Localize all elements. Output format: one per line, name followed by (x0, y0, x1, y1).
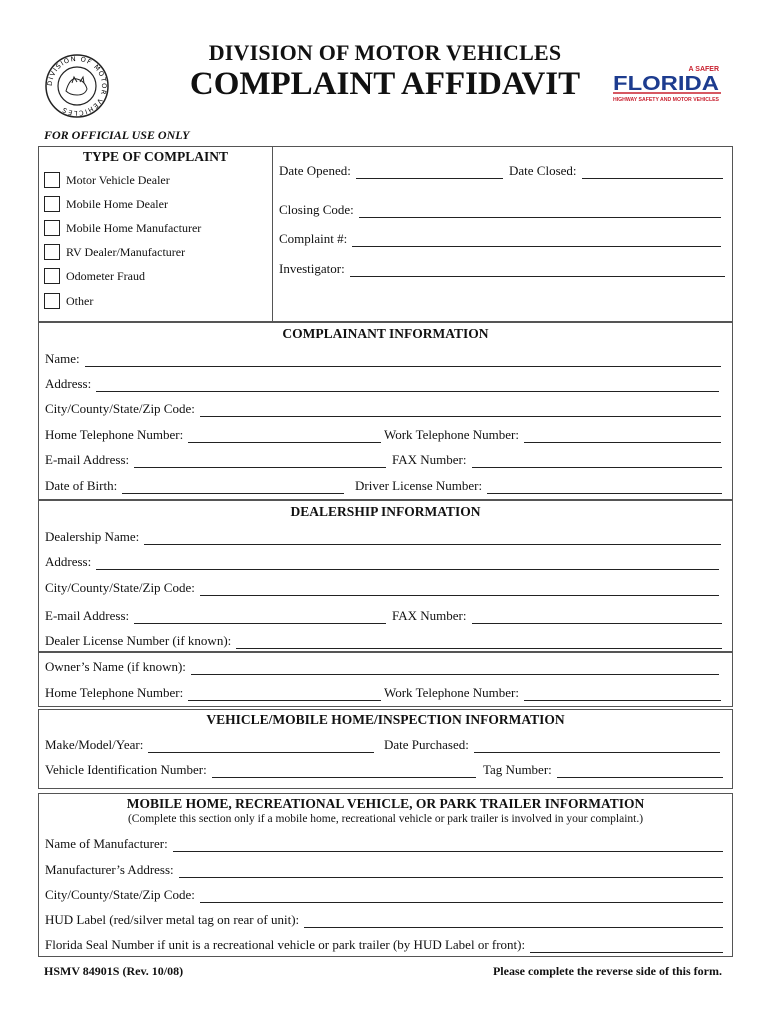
dob-field[interactable]: Date of Birth: (45, 478, 344, 494)
checkbox[interactable] (44, 293, 60, 309)
dealer-city-field[interactable]: City/County/State/Zip Code: (45, 580, 719, 596)
dealership-section (38, 500, 733, 652)
type-of-complaint-section (38, 146, 733, 322)
division-title: DIVISION OF MOTOR VEHICLES (208, 40, 562, 65)
date-purchased-field[interactable]: Date Purchased: (384, 737, 720, 753)
vehicle-section (38, 709, 733, 789)
dealer-license-field[interactable]: Dealer License Number (if known): (45, 633, 722, 649)
driver-license-field[interactable]: Driver License Number: (355, 478, 722, 494)
manufacturer-city-field[interactable]: City/County/State/Zip Code: (45, 887, 723, 903)
complaint-option[interactable]: Other (44, 293, 93, 309)
complaint-option[interactable]: Mobile Home Manufacturer (44, 220, 201, 236)
investigator-field[interactable]: Investigator: (279, 261, 725, 277)
city-field[interactable]: City/County/State/Zip Code: (45, 401, 721, 417)
complaint-type-title: TYPE OF COMPLAINT (83, 149, 228, 164)
hud-label-field[interactable]: HUD Label (red/silver metal tag on rear of unit): (45, 912, 723, 928)
email-field[interactable]: E-mail Address: (45, 452, 386, 468)
form-title: COMPLAINT AFFIDAVIT (189, 66, 581, 102)
complaint-option[interactable]: RV Dealer/Manufacturer (44, 244, 185, 260)
owner-name-field[interactable]: Owner’s Name (if known): (45, 659, 719, 675)
manufacturer-name-field[interactable]: Name of Manufacturer: (45, 836, 723, 852)
checkbox[interactable] (44, 220, 60, 236)
seal-text: DIVISION OF MOTOR VEHICLES (45, 54, 109, 118)
make-model-year-field[interactable]: Make/Model/Year: (45, 737, 374, 753)
fax-field[interactable]: FAX Number: (392, 452, 722, 468)
manufacturer-address-field[interactable]: Manufacturer’s Address: (45, 862, 723, 878)
complainant-title: COMPLAINANT INFORMATION (282, 326, 489, 341)
checkbox[interactable] (44, 268, 60, 284)
date-opened-field[interactable]: Date Opened: (279, 163, 503, 179)
complaint-option[interactable]: Odometer Fraud (44, 268, 145, 284)
logo-tagline: A SAFER (688, 66, 719, 73)
mobile-home-title: MOBILE HOME, RECREATIONAL VEHICLE, OR PARK TRAILER INFORMATION (126, 796, 645, 811)
dealer-fax-field[interactable]: FAX Number: (392, 608, 722, 624)
tag-number-field[interactable]: Tag Number: (483, 762, 723, 778)
complaint-option[interactable]: Mobile Home Dealer (44, 196, 168, 212)
mobile-home-note: (Complete this section only if a mobile home, recreational vehicle or park trailer is involved in your complaint.) (127, 813, 644, 825)
owner-work-phone-field[interactable]: Work Telephone Number: (384, 685, 721, 701)
complainant-section (38, 322, 733, 500)
work-phone-field[interactable]: Work Telephone Number: (384, 427, 721, 443)
address-field[interactable]: Address: (45, 376, 719, 392)
divider (272, 147, 273, 321)
reverse-side-note: Please complete the reverse side of this form. (492, 964, 722, 978)
dealer-address-field[interactable]: Address: (45, 554, 719, 570)
official-use-label: FOR OFFICIAL USE ONLY (44, 128, 190, 142)
checkbox[interactable] (44, 172, 60, 188)
florida-seal-field[interactable]: Florida Seal Number if unit is a recreational vehicle or park trailer (by HUD Label or front): (45, 937, 723, 953)
owner-home-phone-field[interactable]: Home Telephone Number: (45, 685, 381, 701)
dealership-name-field[interactable]: Dealership Name: (45, 529, 721, 545)
logo-word: FLORIDA (613, 73, 719, 95)
owner-section (38, 652, 733, 707)
florida-logo (611, 62, 723, 108)
form-number: HSMV 84901S (Rev. 10/08) (44, 964, 184, 978)
complaint-number-field[interactable]: Complaint #: (279, 231, 721, 247)
dealership-title: DEALERSHIP INFORMATION (290, 504, 481, 519)
name-field[interactable]: Name: (45, 351, 721, 367)
date-closed-field[interactable]: Date Closed: (509, 163, 723, 179)
checkbox[interactable] (44, 244, 60, 260)
closing-code-field[interactable]: Closing Code: (279, 202, 721, 218)
checkbox[interactable] (44, 196, 60, 212)
complaint-option[interactable]: Motor Vehicle Dealer (44, 172, 170, 188)
dealer-email-field[interactable]: E-mail Address: (45, 608, 386, 624)
vehicle-title: VEHICLE/MOBILE HOME/INSPECTION INFORMATION (206, 712, 565, 727)
home-phone-field[interactable]: Home Telephone Number: (45, 427, 381, 443)
vin-field[interactable]: Vehicle Identification Number: (45, 762, 476, 778)
mobile-home-section (38, 793, 733, 957)
logo-subtitle: HIGHWAY SAFETY AND MOTOR VEHICLES (613, 97, 720, 103)
